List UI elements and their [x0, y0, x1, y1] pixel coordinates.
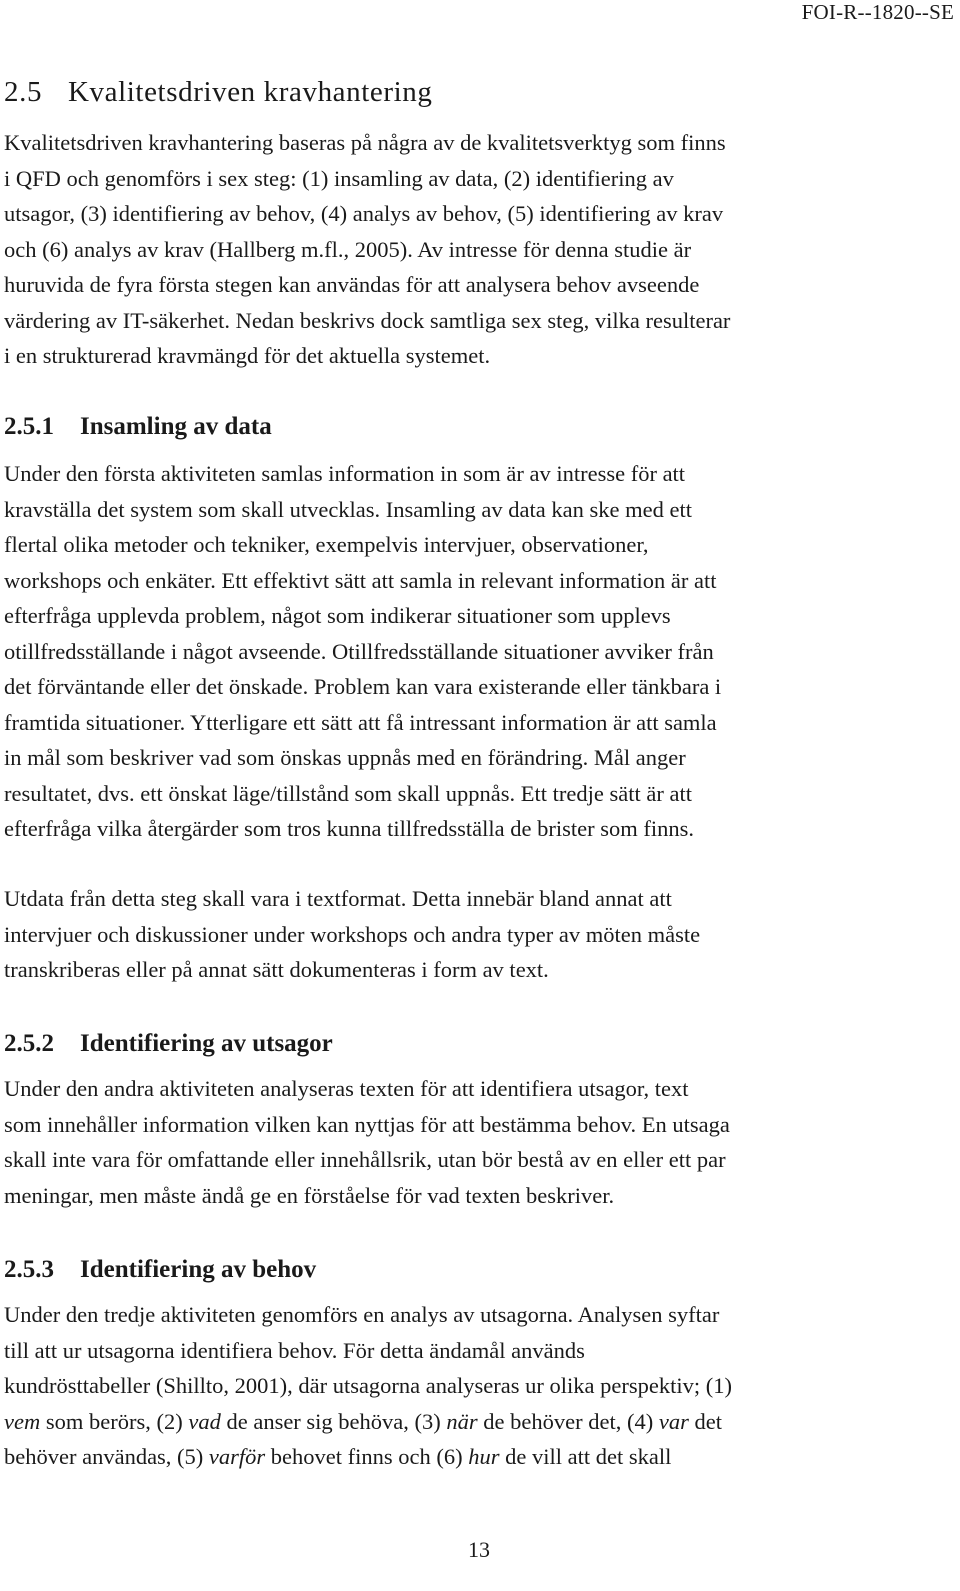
section-heading: [4, 76, 432, 109]
paragraph-line: efterfråga upplevda problem, något som indikerar situationer som upplevs: [4, 603, 671, 628]
paragraph-text: behöver användas, (5): [4, 1444, 209, 1469]
paragraph-line: kundrösttabeller (Shillto, 2001), där utsagorna analyseras ur olika perspektiv; (1): [4, 1373, 732, 1398]
paragraph-line: kravställa det system som skall utvecklas. Insamling av data kan ske med ett: [4, 496, 692, 522]
paragraph-line: Under den andra aktiviteten analyseras texten för att identifiera utsagor, text: [4, 1076, 689, 1101]
paragraph-line: värdering av IT-säkerhet. Nedan beskrivs dock samtliga sex steg, vilka resulterar: [4, 307, 731, 333]
paragraph-line: [4, 1439, 952, 1475]
paragraph-line: otillfredsställande i något avseende. Otillfredsställande situationer avviker från: [4, 638, 714, 664]
paragraph-line: huruvida de fyra första stegen kan användas för att analysera behov avseende: [4, 272, 700, 297]
paragraph-text: som berörs, (2): [40, 1408, 189, 1434]
section-number: 2.5: [4, 76, 43, 108]
paragraph-line: utsagor, (3) identifiering av behov, (4) analys av behov, (5) identifiering av krav: [4, 201, 724, 226]
paragraph-text: det: [688, 1408, 722, 1434]
paragraph-line: Under den första aktiviteten samlas information in som är av intresse för att: [4, 461, 686, 486]
page-number: 13: [468, 1537, 490, 1562]
emphasis-word: var: [658, 1408, 689, 1434]
paragraph-line: Under den tredje aktiviteten genomförs en analys av utsagorna. Analysen syftar: [4, 1302, 720, 1327]
paragraph-text: de vill att det skall: [499, 1444, 672, 1469]
subsection-heading-2-5-1: [4, 413, 272, 441]
paragraph-line: transkriberas eller på annat sätt dokumenteras i form av text.: [4, 957, 549, 982]
paragraph-line: och (6) analys av krav (Hallberg m.fl., 2005). Av intresse för denna studie är: [4, 236, 692, 262]
paragraph-line: flertal olika metoder och tekniker, exempelvis intervjuer, observationer,: [4, 532, 649, 557]
paragraph-line: in mål som beskriver vad som önskas uppnås med en förändring. Mål anger: [4, 745, 686, 770]
paragraph-text: de anser sig behöva, (3): [220, 1408, 447, 1434]
output-format-paragraph: [4, 881, 952, 988]
emphasis-word: hur: [468, 1444, 500, 1469]
emphasis-word: varför: [208, 1444, 266, 1469]
paragraph-line: det förväntande eller det önskade. Problem kan vara existerande eller tänkbara i: [4, 674, 722, 699]
subsection-title: Insamling av data: [80, 413, 272, 440]
subsection-number: 2.5.1: [4, 413, 54, 440]
needs-paragraph: [4, 1297, 952, 1475]
subsection-heading-2-5-2: [4, 1030, 333, 1058]
paragraph-line: Utdata från detta steg skall vara i textformat. Detta innebär bland annat att: [4, 886, 672, 911]
paragraph-line: workshops och enkäter. Ett effektivt sätt att samla in relevant information är att: [4, 567, 717, 593]
section-intro-paragraph: [4, 125, 952, 374]
paragraph-line: [4, 1404, 952, 1440]
paragraph-line: efterfråga vilka återgärder som tros kunna tillfredsställa de brister som finns.: [4, 816, 694, 841]
paragraph-line: intervjuer och diskussioner under workshops och andra typer av möten måste: [4, 921, 701, 947]
subsection-number: 2.5.3: [4, 1256, 54, 1283]
emphasis-word: vem: [4, 1408, 41, 1434]
data-collection-paragraph: [4, 456, 952, 847]
paragraph-line: som innehåller information vilken kan nyttjas för att bestämma behov. En utsaga: [4, 1111, 730, 1137]
paragraph-line: framtida situationer. Ytterligare ett sätt att få intressant information är att samla: [4, 709, 717, 735]
section-title: Kvalitetsdriven kravhantering: [68, 76, 433, 108]
emphasis-word: när: [446, 1408, 478, 1434]
statements-paragraph: [4, 1071, 952, 1213]
subsection-heading-2-5-3: [4, 1256, 316, 1284]
subsection-title: Identifiering av utsagor: [80, 1030, 333, 1057]
paragraph-line: meningar, men måste ändå ge en förståelse för vad texten beskriver.: [4, 1182, 615, 1208]
paragraph-line: i en strukturerad kravmängd för det aktuella systemet.: [4, 343, 491, 368]
paragraph-line: resultatet, dvs. ett önskat läge/tillstånd som skall uppnås. Ett tredje sätt är att: [4, 780, 692, 806]
paragraph-line: Kvalitetsdriven kravhantering baseras på några av de kvalitetsverktyg som finns: [4, 130, 726, 155]
subsection-title: Identifiering av behov: [80, 1256, 317, 1283]
subsection-number: 2.5.2: [4, 1030, 54, 1057]
paragraph-text: de behöver det, (4): [477, 1408, 659, 1434]
paragraph-line: i QFD och genomförs i sex steg: (1) insamling av data, (2) identifiering av: [4, 165, 674, 191]
report-id-header: FOI-R--1820--SE: [801, 0, 954, 24]
paragraph-line: till att ur utsagorna identifiera behov. För detta ändamål används: [4, 1337, 585, 1363]
paragraph-text: behovet finns och (6): [265, 1444, 469, 1469]
paragraph-line: skall inte vara för omfattande eller innehållsrik, utan bör bestå av en eller ett par: [4, 1147, 726, 1172]
emphasis-word: vad: [188, 1408, 221, 1434]
